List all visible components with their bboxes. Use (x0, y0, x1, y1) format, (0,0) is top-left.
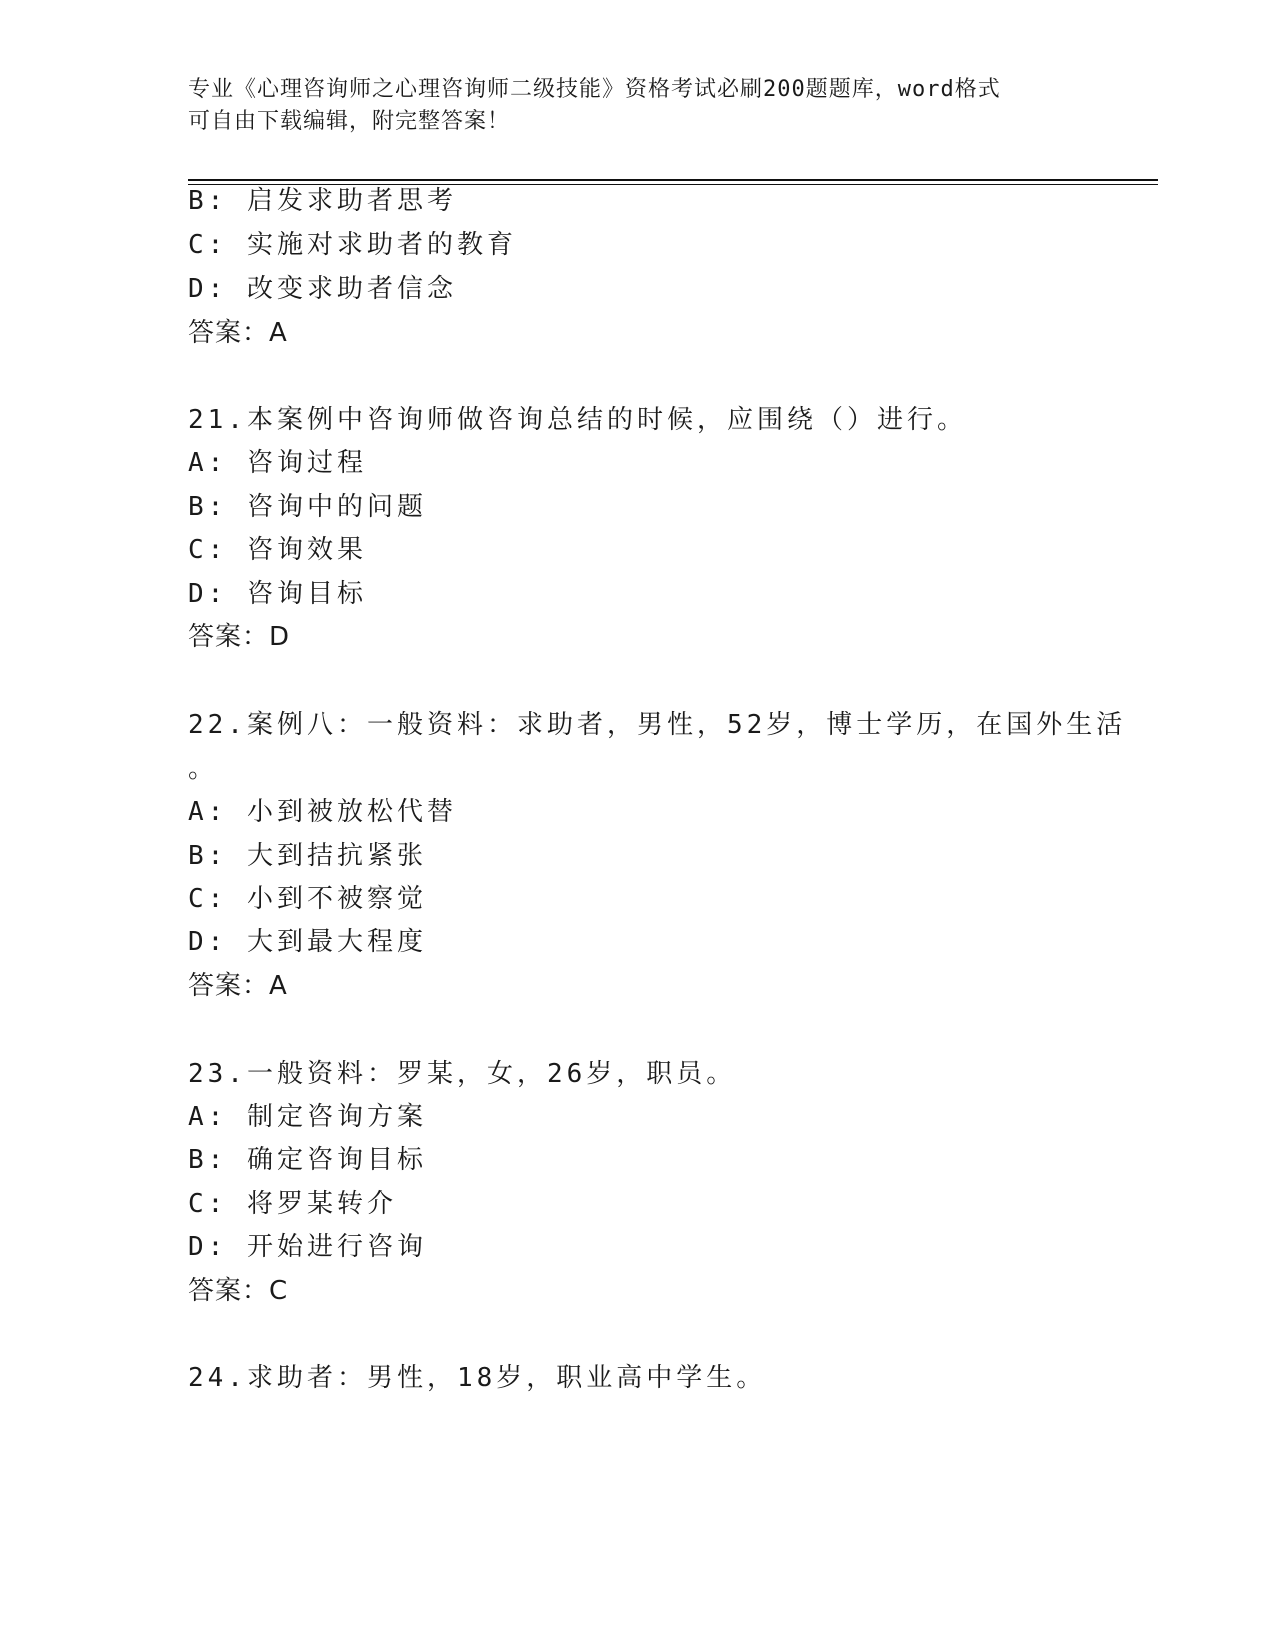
q24-question: 24.求助者：男性，18岁，职业高中学生。 (188, 1363, 767, 1393)
q21-question: 21.本案例中咨询师做咨询总结的时候，应围绕（）进行。 (188, 405, 967, 435)
header-line-2: 可自由下载编辑，附完整答案！ (188, 109, 511, 134)
q22-option-a: A: 小到被放松代替 (188, 797, 457, 827)
q23-answer: 答案：C (188, 1276, 289, 1306)
q22-option-d: D: 大到最大程度 (188, 927, 427, 957)
q20-option-d: D: 改变求助者信念 (188, 274, 457, 304)
q20-option-b: B: 启发求助者思考 (188, 186, 457, 216)
header-line-1: 专业《心理咨询师之心理咨询师二级技能》资格考试必刷200题题库，word格式 (188, 77, 1001, 102)
q21-option-c: C: 咨询效果 (188, 535, 367, 565)
q22-option-c: C: 小到不被察觉 (188, 884, 427, 914)
q23-option-a: A: 制定咨询方案 (188, 1102, 427, 1132)
q20-answer: 答案：A (188, 318, 288, 348)
q20-option-c: C: 实施对求助者的教育 (188, 230, 517, 260)
q21-option-a: A: 咨询过程 (188, 448, 367, 478)
q22-option-b: B: 大到拮抗紧张 (188, 841, 427, 871)
header-divider-thick (188, 179, 1158, 181)
document-header (188, 74, 1088, 138)
q23-option-c: C: 将罗某转介 (188, 1189, 397, 1219)
q21-answer: 答案：D (188, 622, 291, 652)
q22-question: 22.案例八：一般资料：求助者，男性，52岁，博士学历，在国外生活 (188, 710, 1127, 740)
q21-option-d: D: 咨询目标 (188, 579, 367, 609)
q22-answer: 答案：A (188, 971, 288, 1001)
q22-question-continued: 。 (188, 754, 219, 784)
q21-option-b: B: 咨询中的问题 (188, 492, 427, 522)
q23-option-d: D: 开始进行咨询 (188, 1232, 427, 1262)
q23-option-b: B: 确定咨询目标 (188, 1145, 427, 1175)
q23-question: 23.一般资料：罗某，女，26岁，职员。 (188, 1059, 737, 1089)
